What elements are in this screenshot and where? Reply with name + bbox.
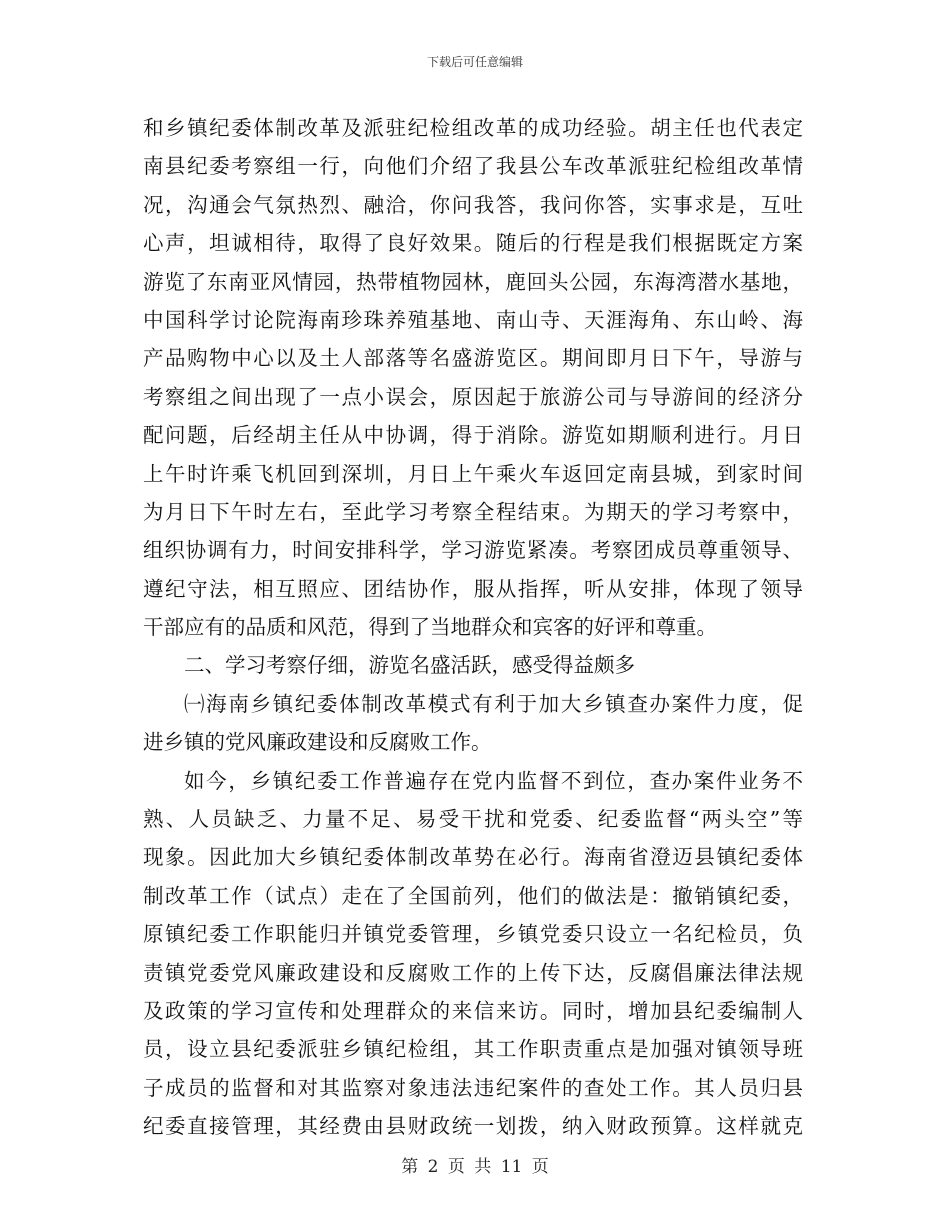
text-line: 考察组之间出现了一点小误会，原因起于旅游公司与导游间的经济分 [143,384,803,409]
text-line: 产品购物中心以及土人部落等名盛游览区。期间即月日下午，导游与 [143,346,803,371]
text-line: 组织协调有力，时间安排科学，学习游览紧凑。考察团成员尊重领导、 [143,538,803,563]
text-line: 和乡镇纪委体制改革及派驻纪检组改革的成功经验。胡主任也代表定 [143,116,803,140]
text-line: 员，设立县纪委派驻乡镇纪检组，其工作职责重点是加强对镇领导班 [143,1037,803,1062]
text-line: 制改革工作（试点）走在了全国前列，他们的做法是：撤销镇纪委， [143,883,803,908]
text-line: 如今，乡镇纪委工作普遍存在党内监督不到位，查办案件业务不 [184,768,803,793]
text-line: 配问题，后经胡主任从中协调，得于消除。游览如期顺利进行。月日 [143,423,803,448]
text-line: 中国科学讨论院海南珍珠养殖基地、南山寺、天涯海角、东山岭、海 [143,307,803,332]
text-line: 子成员的监督和对其监察对象违法违纪案件的查处工作。其人员归县 [143,1075,803,1100]
text-line: 为月日下午时左右，至此学习考察全程结束。为期天的学习考察中， [143,499,803,524]
page-number: 第 2 页 共 11 页 [401,1157,549,1177]
text-line: 遵纪守法，相互照应、团结协作，服从指挥，听从安排，体现了领导 [143,576,803,601]
text-line: 原镇纪委工作职能归并镇党委管理，乡镇党委只设立一名纪检员，负 [143,922,803,947]
text-line: 干部应有的品质和风范，得到了当地群众和宾客的好评和尊重。 [143,615,717,640]
text-line: 南县纪委考察组一行，向他们介绍了我县公车改革派驻纪检组改革情 [143,154,803,179]
section-heading: 二、学习考察仔细，游览名盛活跃，感受得益颇多 [184,653,635,678]
subsection-heading-cont: 进乡镇的党风廉政建设和反腐败工作。 [143,730,492,755]
text-line: 及政策的学习宣传和处理群众的来信来访。同时，增加县纪委编制人 [143,998,803,1023]
text-line: 熟、人员缺乏、力量不足、易受干扰和党委、纪委监督“两头空”等 [143,807,803,832]
subsection-heading: ㈠海南乡镇纪委体制改革模式有利于加大乡镇查办案件力度，促 [184,691,803,716]
text-line: 现象。因此加大乡镇纪委体制改革势在必行。海南省澄迈县镇纪委体 [143,845,803,870]
text-line: 纪委直接管理，其经费由县财政统一划拨，纳入财政预算。这样就克 [143,1114,803,1139]
text-line: 况，沟通会气氛热烈、融洽，你问我答，我问你答，实事求是，互吐 [143,192,803,217]
header-note: 下载后可任意编辑 [426,55,523,69]
document-body [143,109,803,1146]
text-line: 游览了东南亚风情园，热带植物园林，鹿回头公园，东海湾潜水基地， [143,269,803,294]
text-line: 心声，坦诚相待，取得了良好效果。随后的行程是我们根据既定方案 [143,231,803,256]
text-line: 上午时许乘飞机回到深圳，月日上午乘火车返回定南县城，到家时间 [143,461,803,486]
text-line: 责镇党委党风廉政建设和反腐败工作的上传下达，反腐倡廉法律法规 [143,960,803,985]
